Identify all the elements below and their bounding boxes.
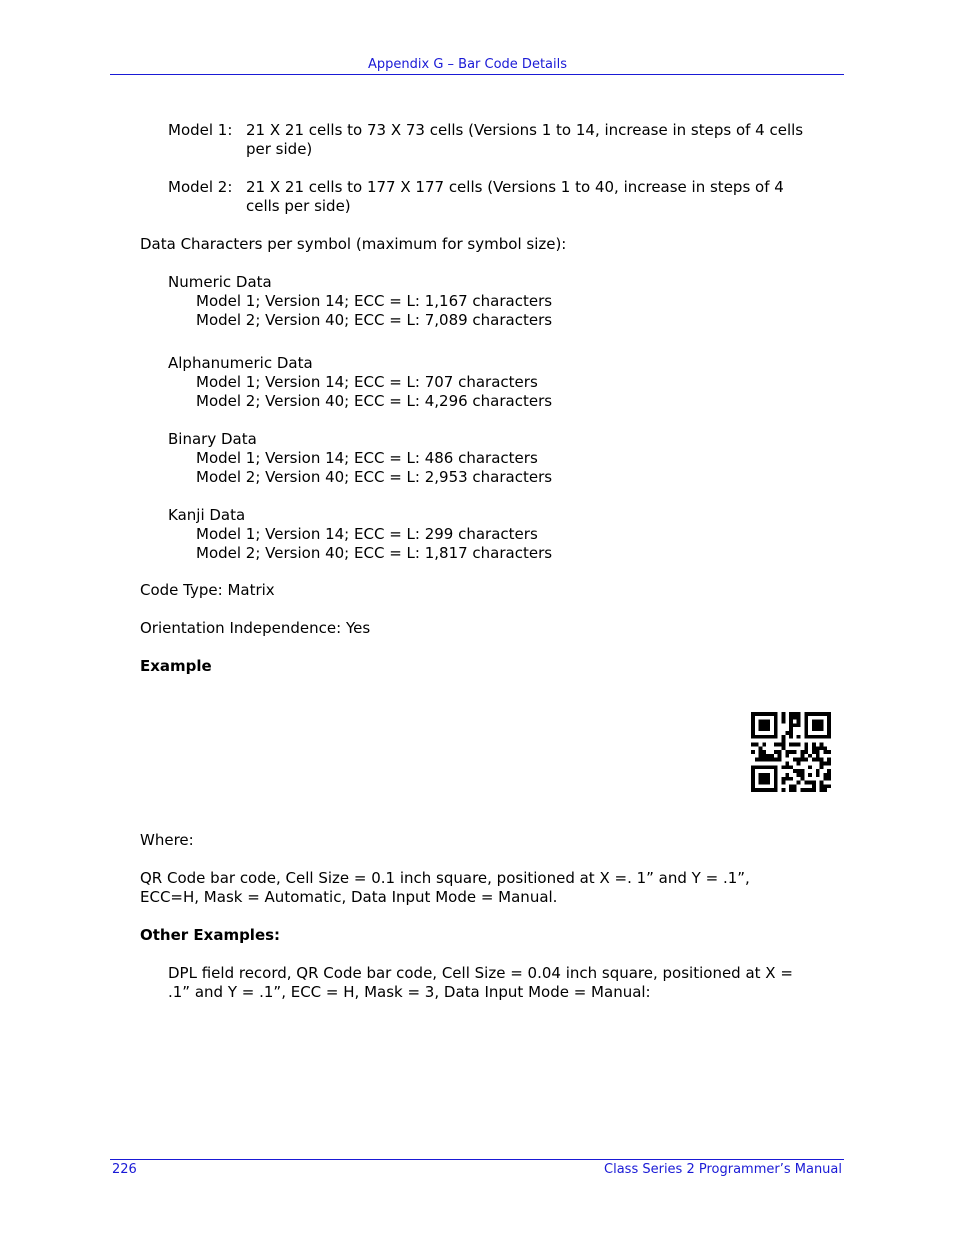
other-example-line2: .1” and Y = .1”, ECC = H, Mask = 3, Data Input Mode = Manual:	[168, 983, 651, 1001]
kanji-data-line2: Model 2; Version 40; ECC = L: 1,817 characters	[196, 544, 553, 562]
model1-text-line1: 21 X 21 cells to 73 X 73 cells (Versions 1 to 14, increase in steps of 4 cells	[246, 121, 804, 139]
code-type: Code Type: Matrix	[140, 581, 275, 599]
other-examples-heading: Other Examples:	[140, 926, 281, 944]
data-chars-heading: Data Characters per symbol (maximum for symbol size):	[140, 235, 567, 253]
binary-data-title: Binary Data	[168, 430, 257, 448]
orientation-independence: Orientation Independence: Yes	[140, 619, 371, 637]
kanji-data-line1: Model 1; Version 14; ECC = L: 299 characters	[196, 525, 538, 543]
footer-manual-title: Class Series 2 Programmer’s Manual	[604, 1162, 842, 1177]
alphanumeric-data-title: Alphanumeric Data	[168, 354, 313, 372]
footer-page-number: 226	[112, 1162, 137, 1177]
where-text-line1: QR Code bar code, Cell Size = 0.1 inch square, positioned at X =. 1” and Y = .1”,	[140, 869, 750, 887]
binary-data-line1: Model 1; Version 14; ECC = L: 486 characters	[196, 449, 538, 467]
header-rule	[110, 74, 844, 75]
where-text-line2: ECC=H, Mask = Automatic, Data Input Mode = Manual.	[140, 888, 558, 906]
model2-text-line2: cells per side)	[246, 197, 351, 215]
alphanumeric-data-line1: Model 1; Version 14; ECC = L: 707 characters	[196, 373, 538, 391]
model1-text-line2: per side)	[246, 140, 313, 158]
numeric-data-line2: Model 2; Version 40; ECC = L: 7,089 characters	[196, 311, 553, 329]
alphanumeric-data-line2: Model 2; Version 40; ECC = L: 4,296 characters	[196, 392, 553, 410]
page-header-title: Appendix G – Bar Code Details	[368, 57, 568, 72]
model2-text-line1: 21 X 21 cells to 177 X 177 cells (Versions 1 to 40, increase in steps of 4	[246, 178, 784, 196]
kanji-data-title: Kanji Data	[168, 506, 246, 524]
qr-code-image	[751, 712, 831, 792]
where-label: Where:	[140, 831, 194, 849]
numeric-data-title: Numeric Data	[168, 273, 272, 291]
binary-data-line2: Model 2; Version 40; ECC = L: 2,953 characters	[196, 468, 553, 486]
example-heading: Example	[140, 657, 212, 675]
other-example-line1: DPL field record, QR Code bar code, Cell Size = 0.04 inch square, positioned at X =	[168, 964, 793, 982]
model1-label: Model 1:	[168, 121, 233, 139]
footer-rule	[110, 1159, 844, 1160]
model2-label: Model 2:	[168, 178, 233, 196]
numeric-data-line1: Model 1; Version 14; ECC = L: 1,167 characters	[196, 292, 553, 310]
